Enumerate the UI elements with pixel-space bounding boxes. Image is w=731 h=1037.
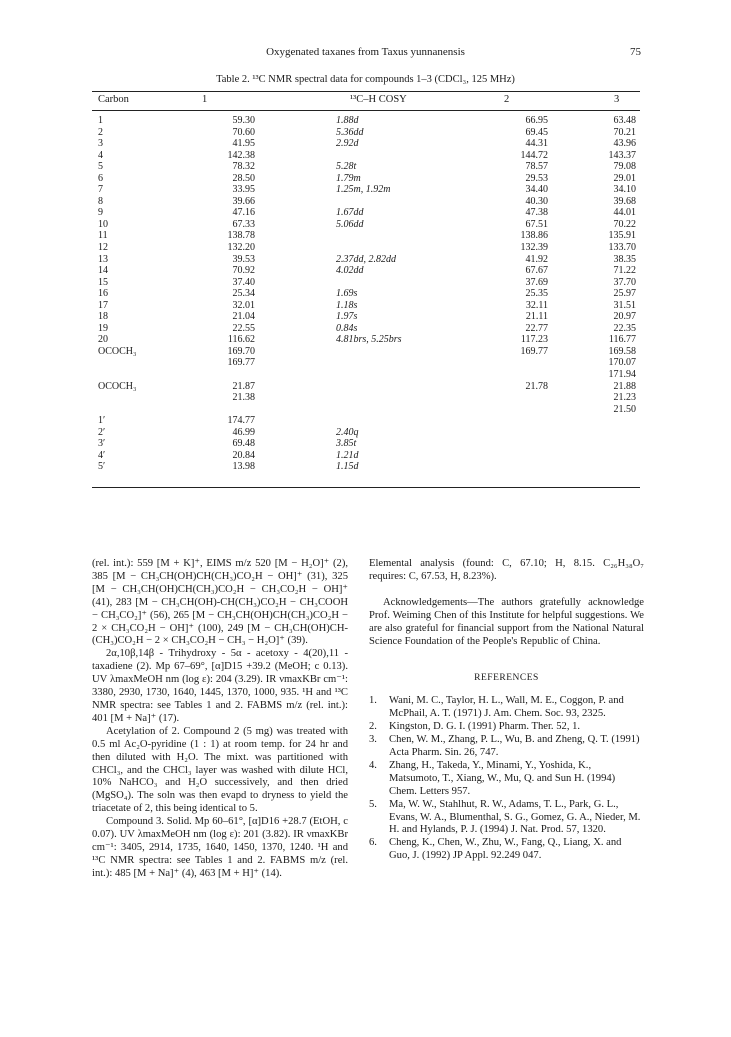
cell-compound-3: 79.08: [613, 161, 636, 173]
cell-compound-3: 29.01: [613, 172, 636, 184]
cell-compound-3: 70.21: [613, 126, 636, 138]
cell-compound-2: 169.77: [520, 345, 548, 357]
cell-compound-1: 142.38: [227, 149, 255, 161]
cell-carbon: 13: [98, 253, 108, 265]
cell-compound-3: 170.07: [608, 357, 636, 369]
cell-carbon: 4′: [98, 449, 106, 461]
cell-cosy: 1.25m, 1.92m: [336, 184, 391, 196]
cell-carbon: 20: [98, 334, 108, 346]
cell-compound-2: 34.40: [525, 184, 548, 196]
cell-compound-1: 32.01: [232, 299, 255, 311]
table-row: [92, 288, 640, 300]
cell-compound-1: 20.84: [232, 449, 255, 461]
cell-compound-3: 39.68: [613, 195, 636, 207]
references-heading: REFERENCES: [474, 673, 539, 684]
table-row: [92, 461, 640, 473]
cell-compound-1: 37.40: [232, 276, 255, 288]
table-row: [92, 438, 640, 450]
table-row: [92, 404, 640, 416]
cell-carbon: 14: [98, 265, 108, 277]
reference-number: 3.: [369, 734, 377, 746]
reference-item: [369, 734, 644, 760]
table-row: [92, 173, 640, 185]
cell-cosy: 5.06dd: [336, 218, 364, 230]
cell-compound-2: 25.35: [525, 288, 548, 300]
header-compound-3: 3: [614, 94, 620, 105]
cell-compound-2: 66.95: [525, 115, 548, 126]
cell-compound-1: 28.50: [232, 172, 255, 184]
cell-carbon: 9: [98, 207, 103, 219]
cell-compound-1: 169.70: [227, 345, 255, 357]
cell-carbon: 17: [98, 299, 108, 311]
cell-compound-2: 22.77: [525, 322, 548, 334]
cell-compound-3: 31.51: [613, 299, 636, 311]
cell-compound-3: 38.35: [613, 253, 636, 265]
table-row: [92, 115, 640, 127]
cell-compound-2: 67.67: [525, 265, 548, 277]
cell-carbon: 3: [98, 138, 103, 150]
cell-compound-1: 67.33: [232, 218, 255, 230]
cell-compound-2: 32.11: [525, 299, 548, 311]
cell-carbon: 5: [98, 161, 103, 173]
cell-cosy: 4.81brs, 5.25brs: [336, 334, 402, 346]
cell-compound-1: 70.60: [232, 126, 255, 138]
table-header-rule: [92, 110, 640, 111]
table-row: [92, 346, 640, 358]
cell-compound-3: 21.23: [613, 392, 636, 404]
table-row: [92, 381, 640, 393]
cell-cosy: 2.92d: [336, 138, 359, 150]
cell-carbon: 8: [98, 195, 103, 207]
table-row: [92, 277, 640, 289]
cell-compound-1: 46.99: [232, 426, 255, 438]
cell-compound-2: 132.39: [520, 242, 548, 254]
cell-compound-1: 70.92: [232, 265, 255, 277]
cell-compound-1: 132.20: [227, 242, 255, 254]
cell-compound-2: 144.72: [520, 149, 548, 161]
cell-compound-1: 39.53: [232, 253, 255, 265]
table-row: [92, 300, 640, 312]
table-row: [92, 196, 640, 208]
left-text-column: [92, 558, 348, 881]
cell-cosy: 1.18s: [336, 299, 358, 311]
table-row: [92, 207, 640, 219]
cell-compound-3: 34.10: [613, 184, 636, 196]
table-row: [92, 265, 640, 277]
cell-compound-3: 25.97: [613, 288, 636, 300]
table-body: [92, 115, 640, 473]
cell-compound-1: 174.77: [227, 415, 255, 427]
cell-compound-3: 70.22: [613, 218, 636, 230]
cell-carbon: 2′: [98, 426, 106, 438]
table-header-row: [92, 94, 640, 108]
cell-cosy: 1.97s: [336, 311, 358, 323]
cell-compound-3: 21.88: [613, 380, 636, 392]
cell-cosy: 1.67dd: [336, 207, 364, 219]
header-carbon: Carbon: [98, 94, 129, 105]
table-row: [92, 450, 640, 462]
cell-carbon: 1: [98, 115, 103, 126]
cell-compound-2: 117.23: [520, 334, 548, 346]
cell-compound-1: 21.04: [232, 311, 255, 323]
cell-cosy: 1.15d: [336, 461, 359, 473]
cell-compound-2: 21.78: [525, 380, 548, 392]
cell-cosy: 0.84s: [336, 322, 358, 334]
cell-compound-1: 116.62: [227, 334, 255, 346]
cell-carbon: 5′: [98, 461, 106, 473]
reference-item: [369, 837, 644, 863]
cell-compound-3: 135.91: [608, 230, 636, 242]
cell-carbon: 11: [98, 230, 108, 242]
table-row: [92, 415, 640, 427]
page-number: 75: [630, 46, 641, 58]
table-row: [92, 427, 640, 439]
cell-carbon: 3′: [98, 438, 106, 450]
reference-item: [369, 760, 644, 799]
header-compound-2: 2: [504, 94, 510, 105]
table-row: [92, 242, 640, 254]
cell-compound-2: 47.38: [525, 207, 548, 219]
reference-number: 5.: [369, 798, 377, 810]
cell-compound-3: 116.77: [608, 334, 636, 346]
cell-compound-1: 69.48: [232, 438, 255, 450]
cell-compound-3: 20.97: [613, 311, 636, 323]
cell-carbon: 15: [98, 276, 108, 288]
cell-compound-1: 41.95: [232, 138, 255, 150]
reference-text: Chen, W. M., Zhang, P. L., Wu, B. and Zheng, Q. T. (1991) Acta Pharm. Sin. 26, 747.: [389, 734, 640, 758]
table-row: [92, 161, 640, 173]
elemental-analysis: Elemental analysis (found: C, 67.10; H, 8.15. C₂₆H₃₈O₇ requires: C, 67.53, H, 8.23%).: [369, 558, 644, 582]
table-row: [92, 219, 640, 231]
cell-compound-1: 22.55: [232, 322, 255, 334]
table-row: [92, 323, 640, 335]
reference-item: [369, 721, 644, 734]
acknowledgements: Acknowledgements—The authors gratefully acknowledge Prof. Weiming Chen of this Institute for helpful suggestions. We are also grateful for financial support from the National Natural Science Foundation of the People's Republic of China.: [369, 596, 644, 647]
reference-item: [369, 799, 644, 838]
cell-compound-3: 63.48: [613, 115, 636, 126]
table-row: [92, 357, 640, 369]
table-row: [92, 334, 640, 346]
cell-compound-1: 25.34: [232, 288, 255, 300]
cell-compound-3: 133.70: [608, 242, 636, 254]
cell-compound-2: 21.11: [525, 311, 548, 323]
reference-text: Kingston, D. G. I. (1991) Pharm. Ther. 52, 1.: [389, 721, 581, 733]
reference-number: 1.: [369, 695, 377, 707]
cell-compound-3: 171.94: [608, 369, 636, 381]
cell-compound-2: 40.30: [525, 195, 548, 207]
reference-text: Zhang, H., Takeda, Y., Minami, Y., Yoshida, K., Matsumoto, T., Xiang, W., Mu, Q. and Sun H. (1994) Chem. Letters 957.: [389, 759, 616, 797]
cell-compound-3: 44.01: [613, 207, 636, 219]
cell-compound-1: 47.16: [232, 207, 255, 219]
cell-compound-2: 41.92: [525, 253, 548, 265]
acetylation-paragraph: Acetylation of 2. Compound 2 (5 mg) was treated with 0.5 ml Ac₂O-pyridine (1 : 1) at room temp. for 24 hr and then diluted with H₂O. The mixt. was partitioned with CHCl₃, and the CHCl₃ layer was washed with dilute HCl, 10% NaHCO₃ and H₂O successively, and then dried (MgSO₄). The soln was then evapd to dryness to yield the triacetate of 2, this being identical to 5.: [92, 725, 348, 815]
reference-number: 2.: [369, 721, 377, 733]
cell-carbon: 2: [98, 126, 103, 138]
table-row: [92, 184, 640, 196]
cell-compound-1: 169.77: [227, 357, 255, 369]
cell-cosy: 5.36dd: [336, 126, 364, 138]
cell-compound-2: 67.51: [525, 218, 548, 230]
cell-compound-1: 33.95: [232, 184, 255, 196]
cell-compound-2: 138.86: [520, 230, 548, 242]
table-row: [92, 311, 640, 323]
cell-compound-1: 78.32: [232, 161, 255, 173]
cell-cosy: 2.37dd, 2.82dd: [336, 253, 396, 265]
cell-compound-1: 59.30: [232, 115, 255, 126]
cell-compound-2: 44.31: [525, 138, 548, 150]
cell-compound-3: 169.58: [608, 345, 636, 357]
cell-compound-3: 22.35: [613, 322, 636, 334]
table-row: [92, 138, 640, 150]
header-cosy: ¹³C–H COSY: [350, 94, 407, 105]
cell-compound-2: 69.45: [525, 126, 548, 138]
cell-cosy: 4.02dd: [336, 265, 364, 277]
reference-number: 6.: [369, 837, 377, 849]
cell-compound-2: 29.53: [525, 172, 548, 184]
cell-cosy: 1.21d: [336, 449, 359, 461]
table-row: [92, 127, 640, 139]
cell-carbon: 1′: [98, 415, 106, 427]
cell-carbon: OCOCH₃: [98, 380, 137, 392]
compound-3-paragraph: Compound 3. Solid. Mp 60–61°, [α]D16 +28.7 (EtOH, c 0.07). UV λmaxMeOH nm (log ε): 201 (3.82). IR νmaxKBr cm⁻¹: 3405, 2914, 1735, 1640, 1450, 1370, 1240. ¹H and ¹³C NMR spectra: see Tables 1 and 2. FABMS m/z (rel. int.): 485 [M + Na]⁺ (4), 463 [M + H]⁺ (14).: [92, 816, 348, 879]
table-row: [92, 254, 640, 266]
cell-compound-3: 143.37: [608, 149, 636, 161]
table-row: [92, 392, 640, 404]
cell-compound-1: 39.66: [232, 195, 255, 207]
reference-text: Cheng, K., Chen, W., Zhu, W., Fang, Q., Liang, X. and Guo, J. (1992) JP Appl. 92.249 047.: [389, 837, 622, 862]
ms-data-paragraph: (rel. int.): 559 [M + K]⁺, EIMS m/z 520 [M − H₂O]⁺ (2), 385 [M − CH₃CH(OH)CH(CH₃)CO₂H − OH]⁺ (31), 325 [M − CH₃CH(OH)CH(CH₃)CO₂H − CH₃CO₂H − OH]⁺ (41), 283 [M − CH₃CH(OH)-CH(CH₃)CO₂H − CH₃COOH − CH₃CO₂]⁺ (56), 265 [M − CH₃CH(OH)CH(CH₃)CO₂H − 2 × CH₃CO₂H − OH]⁺ (100), 249 [M − CH₃CH(OH)CH-(CH₃)CO₂H − 2 × CH₃CO₂H − CH₃ − H₂O]⁺ (39).: [92, 558, 348, 647]
reference-text: Ma, W. W., Stahlhut, R. W., Adams, T. L., Park, G. L., Evans, W. A., Blumenthal, S. G., Gomez, G. A., Nieder, M. H. and Hylands, P. J. (1994) J. Nat. Prod. 57, 1320.: [389, 798, 641, 836]
cell-carbon: 16: [98, 288, 108, 300]
cell-carbon: OCOCH₃: [98, 345, 137, 357]
table-caption: Table 2. ¹³C NMR spectral data for compounds 1–3 (CDCl₃, 125 MHz): [216, 74, 515, 85]
cell-cosy: 5.28t: [336, 161, 357, 173]
cell-compound-3: 43.96: [613, 138, 636, 150]
cell-cosy: 1.79m: [336, 172, 361, 184]
table-bottom-rule: [92, 487, 640, 488]
compound-2-paragraph: 2α,10β,14β - Trihydroxy - 5α - acetoxy - 4(20),11 - taxadiene (2). Mp 67–69°, [α]D15 +39.2 (MeOH; c 0.13). UV λmaxMeOH nm (log ε): 204 (3.29). IR νmaxKBr cm⁻¹: 3380, 2930, 1730, 1640, 1445, 1370, 1000, 935. ¹H and ¹³C NMR spectra: see Tables 1 and 2. FABMS m/z (rel. int.): 401 [M + Na]⁺ (17).: [92, 648, 348, 724]
cell-carbon: 19: [98, 322, 108, 334]
reference-number: 4.: [369, 759, 377, 771]
running-title: Oxygenated taxanes from Taxus yunnanensis: [266, 46, 465, 58]
cell-carbon: 18: [98, 311, 108, 323]
cell-compound-1: 13.98: [232, 461, 255, 473]
cell-carbon: 7: [98, 184, 103, 196]
cell-compound-3: 37.70: [613, 276, 636, 288]
cell-carbon: 12: [98, 242, 108, 254]
reference-item: [369, 695, 644, 721]
cell-carbon: 4: [98, 149, 103, 161]
table-row: [92, 150, 640, 162]
cell-cosy: 2.40q: [336, 426, 359, 438]
references-list: [369, 695, 644, 863]
cell-carbon: 10: [98, 218, 108, 230]
cell-compound-1: 138.78: [227, 230, 255, 242]
table-row: [92, 230, 640, 242]
cell-compound-1: 21.87: [232, 380, 255, 392]
cell-carbon: 6: [98, 172, 103, 184]
right-text-column: [369, 558, 644, 863]
table-row: [92, 369, 640, 381]
header-compound-1: 1: [202, 94, 208, 105]
cell-compound-2: 78.57: [525, 161, 548, 173]
cell-cosy: 1.69s: [336, 288, 358, 300]
cell-cosy: 1.88d: [336, 115, 359, 126]
cell-compound-3: 71.22: [613, 265, 636, 277]
reference-text: Wani, M. C., Taylor, H. L., Wall, M. E., Coggon, P. and McPhail, A. T. (1971) J. Am. Chem. Soc. 93, 2325.: [389, 695, 624, 720]
cell-compound-2: 37.69: [525, 276, 548, 288]
table-top-rule: [92, 91, 640, 92]
cell-compound-1: 21.38: [232, 392, 255, 404]
cell-cosy: 3.85t: [336, 438, 357, 450]
cell-compound-3: 21.50: [613, 403, 636, 415]
